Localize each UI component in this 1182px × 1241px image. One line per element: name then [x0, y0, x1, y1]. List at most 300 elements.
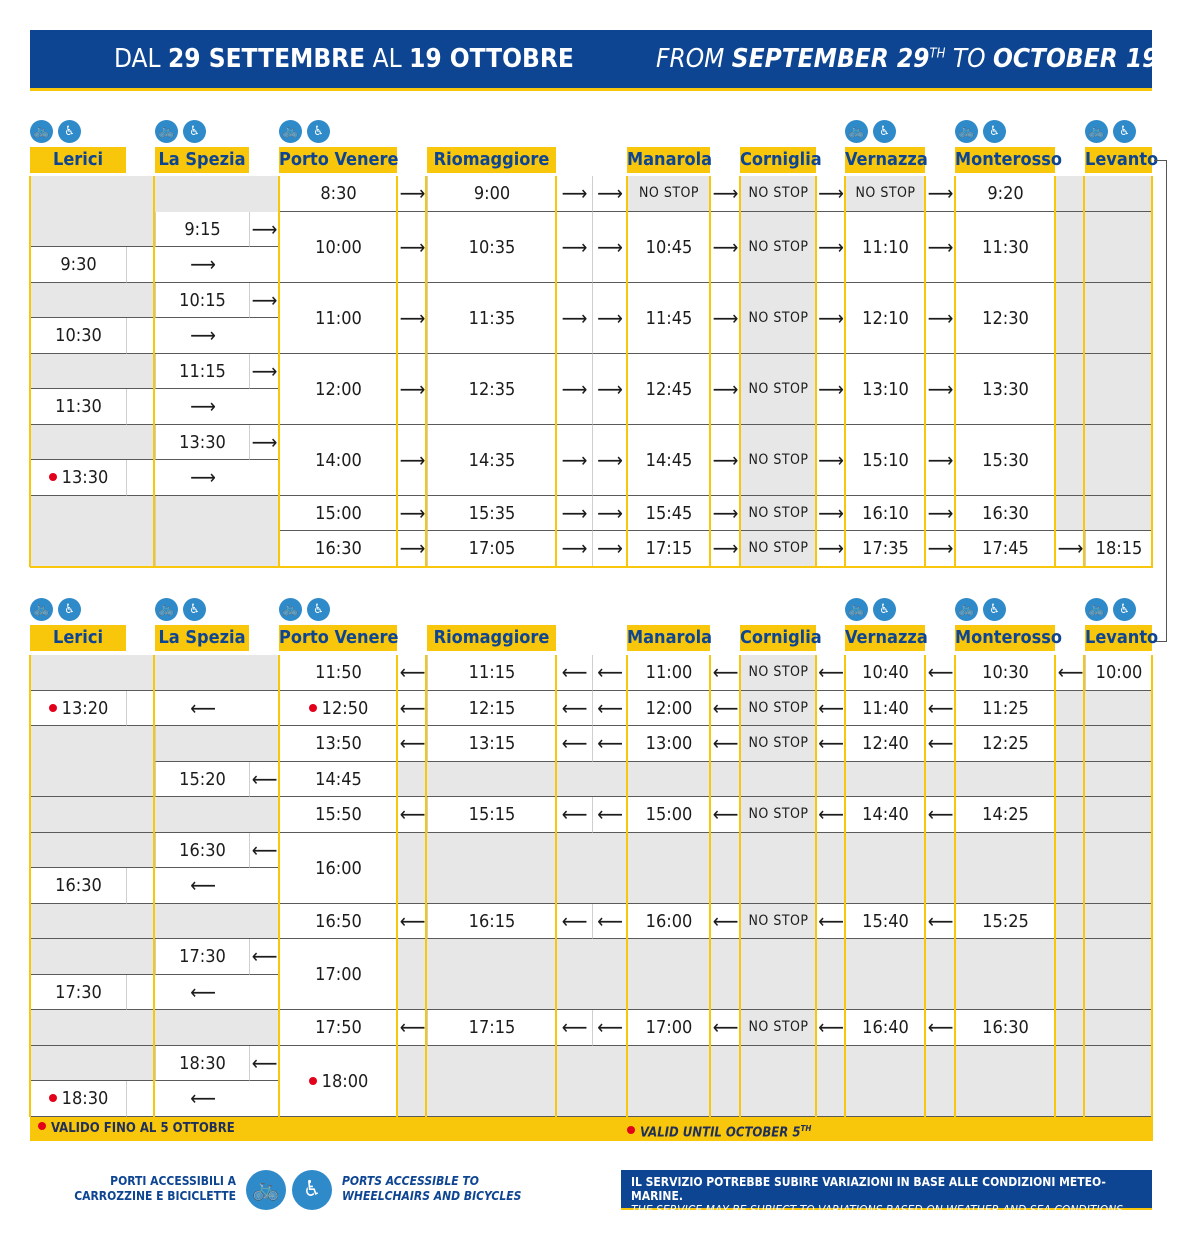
- time-text: NO STOP: [748, 1019, 809, 1035]
- time-text: 12:45: [645, 378, 693, 400]
- time-text: 10:30: [55, 325, 102, 346]
- outbound-row1-manarola: [627, 212, 710, 283]
- return-row0-arrow: ⟵: [1055, 655, 1085, 691]
- time-text: NO STOP: [855, 185, 916, 201]
- time-text: 9:30: [60, 254, 97, 275]
- column-divider: [1151, 655, 1153, 1117]
- column-divider: [954, 655, 956, 1117]
- bicycle-icon: 🚲: [279, 598, 302, 621]
- outbound-row3-porto-venere: [279, 354, 397, 425]
- return-row4-arrow: ⟵: [710, 797, 740, 833]
- return-row3-empty: [397, 762, 1152, 798]
- time-text: 13:30: [179, 431, 226, 453]
- outbound-lerici-empty: [30, 496, 155, 567]
- outbound-row5-arrow: ⟶: [925, 496, 955, 532]
- column-divider: [1054, 655, 1056, 1117]
- column-divider: [924, 176, 926, 567]
- bicycle-icon: 🚲: [155, 120, 178, 143]
- return-row4-arrow: ⟵: [556, 797, 592, 833]
- outbound-row0-vernazza: [845, 176, 925, 212]
- return-row6-corniglia: [740, 904, 816, 940]
- time-text: 9:00: [473, 183, 511, 204]
- outbound-row1-arrow: ⟶: [710, 212, 740, 283]
- return-row2-porto-venere: [279, 726, 397, 762]
- time-text: 11:15: [468, 662, 516, 683]
- time-text: 12:25: [982, 733, 1029, 754]
- outbound-row5-riomaggiore: [427, 496, 556, 532]
- return-row8-arrow: ⟵: [592, 1010, 627, 1046]
- validity-note-en-text: VALID UNTIL OCTOBER 5: [640, 1124, 801, 1140]
- outbound-row3-la-spezia: [155, 354, 249, 390]
- return-header-la-spezia: La Spezia: [155, 625, 249, 651]
- time-text: 11:10: [862, 236, 909, 258]
- outbound-row0-arrow: ⟶: [925, 176, 955, 212]
- time-text: 16:30: [315, 538, 362, 559]
- return-row0-corniglia: [740, 655, 816, 691]
- return-row0-arrow: ⟵: [397, 655, 427, 691]
- time-text: 15:10: [862, 449, 909, 471]
- outbound-row3-levanto-empty: [1055, 354, 1152, 425]
- outbound-header-manarola: Manarola: [627, 147, 710, 173]
- validity-note-it-text: VALIDO FINO AL 5 OTTOBRE: [51, 1120, 235, 1136]
- return-row2-corniglia: [740, 726, 816, 762]
- return-row0-arrow: ⟵: [816, 655, 845, 691]
- outbound-row2-lerici-empty: [30, 283, 155, 319]
- time-text: 18:00: [321, 1070, 369, 1092]
- bicycle-icon: 🚲: [845, 598, 868, 621]
- outbound-row2-monterosso: [955, 283, 1055, 354]
- time-text: 17:15: [468, 1017, 516, 1038]
- column-divider: [954, 176, 956, 567]
- time-text: NO STOP: [748, 664, 809, 680]
- return-row9-porto-venere: [279, 1046, 397, 1117]
- outbound-row4-arrow: ⟶: [710, 425, 740, 496]
- validity-note-en-sup: TH: [800, 1123, 812, 1133]
- wheelchair-icon: ♿: [58, 120, 81, 143]
- outbound-row5-levanto-empty: [1055, 496, 1152, 532]
- return-row9-la-spezia: [155, 1046, 249, 1082]
- time-text: 16:00: [315, 857, 362, 879]
- return-row4-vernazza: [845, 797, 925, 833]
- time-text: 13:30: [61, 467, 109, 488]
- outbound-row4-manarola: [627, 425, 710, 496]
- return-row7-porto-venere: [279, 939, 397, 1010]
- outbound-row4-arrow: ⟶: [249, 425, 279, 461]
- return-row4-arrow: ⟵: [592, 797, 627, 833]
- time-text: 12:35: [468, 378, 516, 400]
- return-header-riomaggiore: Riomaggiore: [427, 625, 556, 651]
- outbound-row6-levanto: [1085, 531, 1152, 567]
- return-row0-arrow: ⟵: [925, 655, 955, 691]
- banner-en-prefix: FROM: [656, 44, 725, 74]
- outbound-row5-arrow: ⟶: [556, 496, 592, 532]
- bicycle-icon: 🚲: [955, 598, 978, 621]
- return-row5-arrow: ⟵: [126, 868, 279, 904]
- time-text: 11:40: [862, 697, 909, 719]
- return-row1-arrow: ⟵: [556, 691, 592, 727]
- time-text: 16:30: [179, 839, 226, 861]
- return-row8-arrow: ⟵: [397, 1010, 427, 1046]
- time-text: 14:00: [315, 449, 362, 471]
- time-text: 15:45: [645, 502, 693, 524]
- outbound-row0-manarola: [627, 176, 710, 212]
- return-row2-arrow: ⟵: [710, 726, 740, 762]
- time-text: 11:30: [55, 396, 102, 417]
- wheelchair-icon: ♿: [292, 1170, 332, 1210]
- outbound-row2-arrow: ⟶: [556, 283, 592, 354]
- return-row8-manarola: [627, 1010, 710, 1046]
- return-header-corniglia: Corniglia: [740, 625, 816, 651]
- return-row6-vernazza: [845, 904, 925, 940]
- column-divider: [396, 655, 398, 1117]
- outbound-row1-corniglia: [740, 212, 816, 283]
- outbound-header-la-spezia: La Spezia: [155, 147, 249, 173]
- outbound-row4-arrow: ⟶: [126, 460, 279, 496]
- time-text: NO STOP: [748, 912, 809, 929]
- time-text: 15:15: [468, 804, 516, 825]
- time-text: 10:45: [645, 236, 693, 258]
- return-lerici-empty: [30, 726, 155, 797]
- return-row8-vernazza: [845, 1010, 925, 1046]
- time-text: 16:30: [982, 1017, 1029, 1038]
- time-text: NO STOP: [748, 309, 809, 326]
- time-text: 16:30: [982, 502, 1029, 524]
- banner-english: [656, 30, 1174, 88]
- banner-it-mid: AL: [372, 44, 402, 74]
- return-row8-levanto-empty: [1055, 1010, 1152, 1046]
- outbound-header-riomaggiore: Riomaggiore: [427, 147, 556, 173]
- time-text: 12:00: [315, 378, 362, 400]
- banner-it-to: 19 OTTOBRE: [409, 44, 574, 74]
- outbound-row5-manarola: [627, 496, 710, 532]
- outbound-row5-vernazza: [845, 496, 925, 532]
- return-row2-riomaggiore: [427, 726, 556, 762]
- time-text: 16:10: [862, 502, 909, 524]
- time-text: 17:05: [468, 538, 516, 559]
- time-text: 18:30: [179, 1052, 226, 1074]
- return-row8-arrow: ⟵: [925, 1010, 955, 1046]
- time-text: 15:35: [468, 502, 516, 524]
- outbound-row6-manarola: [627, 531, 710, 567]
- outbound-row4-arrow: ⟶: [556, 425, 592, 496]
- outbound-row6-arrow: ⟶: [592, 531, 627, 567]
- time-text: 15:30: [982, 449, 1029, 471]
- column-divider: [709, 176, 711, 567]
- time-text: 10:00: [1095, 662, 1143, 683]
- outbound-row6-riomaggiore: [427, 531, 556, 567]
- outbound-header-vernazza: Vernazza: [845, 147, 925, 173]
- return-row6-riomaggiore: [427, 904, 556, 940]
- outbound-row0-porto-venere: [279, 176, 397, 212]
- wheelchair-icon: ♿: [873, 120, 896, 143]
- time-text: 12:40: [862, 733, 909, 754]
- column-divider: [626, 176, 628, 567]
- wheelchair-icon: ♿: [183, 598, 206, 621]
- outbound-row1-riomaggiore: [427, 212, 556, 283]
- return-row2-monterosso: [955, 726, 1055, 762]
- return-row1-arrow: ⟵: [126, 691, 279, 727]
- outbound-row6-arrow: ⟶: [1055, 531, 1085, 567]
- return-header-monterosso: Monterosso: [955, 625, 1055, 651]
- return-row0-levanto: [1085, 655, 1152, 691]
- outbound-row1-arrow: ⟶: [556, 212, 592, 283]
- outbound-row5-arrow: ⟶: [592, 496, 627, 532]
- time-text: 17:30: [179, 946, 226, 967]
- column-divider: [739, 176, 741, 567]
- time-text: 17:00: [315, 964, 362, 985]
- banner-en-mid: TO: [952, 44, 986, 74]
- outbound-row3-arrow: ⟶: [925, 354, 955, 425]
- return-row7-arrow: ⟵: [126, 975, 279, 1011]
- time-text: 11:50: [315, 662, 362, 683]
- red-dot-icon: [309, 704, 317, 712]
- legend-english: [342, 1174, 521, 1204]
- time-text: 12:00: [645, 697, 693, 719]
- time-text: 9:15: [184, 218, 221, 240]
- return-row7-arrow: ⟵: [249, 939, 279, 975]
- time-text: 13:00: [645, 733, 693, 754]
- return-row4-corniglia: [740, 797, 816, 833]
- time-text: 12:10: [862, 307, 909, 329]
- wheelchair-icon: ♿: [983, 120, 1006, 143]
- return-row1-corniglia: [740, 691, 816, 727]
- outbound-row0-riomaggiore: [427, 176, 556, 212]
- return-row1-lerici: [30, 691, 126, 727]
- time-text: 15:25: [982, 910, 1029, 932]
- outbound-row0-arrow: ⟶: [397, 176, 427, 212]
- return-row6-levanto-empty: [1055, 904, 1152, 940]
- time-text: 14:35: [468, 449, 516, 471]
- levanto-connector: [1154, 160, 1167, 642]
- column-divider: [1151, 176, 1153, 567]
- return-row1-riomaggiore: [427, 691, 556, 727]
- outbound-row3-corniglia: [740, 354, 816, 425]
- outbound-header-porto-venere: Porto Venere: [279, 147, 397, 173]
- legend-it-line1: PORTI ACCESSIBILI A: [110, 1174, 236, 1188]
- return-row1-arrow: ⟵: [397, 691, 427, 727]
- return-row2-la-spezia-empty: [155, 726, 279, 762]
- banner-en-to: OCTOBER 19: [993, 44, 1159, 74]
- outbound-header-lerici: Lerici: [30, 147, 126, 173]
- column-divider: [844, 655, 846, 1117]
- outbound-row2-arrow: ⟶: [592, 283, 627, 354]
- time-text: 11:00: [645, 662, 693, 683]
- bicycle-icon: 🚲: [246, 1170, 286, 1210]
- time-text: 18:30: [61, 1088, 109, 1109]
- outbound-row5-arrow: ⟶: [816, 496, 845, 532]
- time-text: 17:35: [862, 538, 909, 559]
- return-row4-arrow: ⟵: [397, 797, 427, 833]
- time-text: 8:30: [320, 183, 357, 204]
- time-text: 10:00: [315, 236, 362, 258]
- legend-italian: [60, 1174, 236, 1204]
- return-row0-monterosso: [955, 655, 1055, 691]
- column-divider: [153, 655, 155, 1117]
- column-divider: [555, 176, 557, 567]
- time-text: 10:40: [862, 662, 909, 683]
- legend-en-line2: WHEELCHAIRS AND BICYCLES: [342, 1189, 522, 1203]
- return-row4-porto-venere: [279, 797, 397, 833]
- column-divider: [396, 176, 398, 567]
- banner-it-prefix: DAL: [114, 44, 161, 74]
- return-row6-porto-venere: [279, 904, 397, 940]
- outbound-row0-arrow: ⟶: [816, 176, 845, 212]
- outbound-row6-arrow: ⟶: [710, 531, 740, 567]
- column-divider: [278, 176, 280, 567]
- time-text: NO STOP: [748, 451, 809, 468]
- outbound-row1-arrow: ⟶: [126, 247, 279, 283]
- time-text: 17:00: [645, 1017, 693, 1038]
- column-divider: [29, 176, 31, 567]
- time-text: 17:30: [55, 981, 102, 1003]
- outbound-row4-lerici: [30, 460, 126, 496]
- return-row6-arrow: ⟵: [925, 904, 955, 940]
- return-row4-levanto-empty: [1055, 797, 1152, 833]
- return-row3-la-spezia: [155, 762, 249, 798]
- outbound-row5-arrow: ⟶: [710, 496, 740, 532]
- return-row6-arrow: ⟵: [710, 904, 740, 940]
- outbound-row2-manarola: [627, 283, 710, 354]
- outbound-row3-arrow: ⟶: [592, 354, 627, 425]
- wheelchair-icon: ♿: [58, 598, 81, 621]
- return-row9-arrow: ⟵: [126, 1081, 279, 1117]
- return-row7-empty: [397, 939, 1152, 1010]
- return-row5-porto-venere: [279, 833, 397, 904]
- return-row2-arrow: ⟵: [816, 726, 845, 762]
- outbound-row0-arrow: ⟶: [592, 176, 627, 212]
- return-row0-manarola: [627, 655, 710, 691]
- banner-en-from: SEPTEMBER 29: [731, 44, 930, 74]
- time-text: 18:15: [1095, 538, 1143, 559]
- return-row3-porto-venere: [279, 762, 397, 798]
- outbound-row2-lerici: [30, 318, 126, 354]
- time-text: NO STOP: [748, 380, 809, 397]
- column-divider: [844, 176, 846, 567]
- outbound-row6-corniglia: [740, 531, 816, 567]
- red-dot-icon: [49, 704, 57, 712]
- time-text: 15:50: [315, 804, 362, 825]
- time-text: 13:50: [315, 733, 362, 754]
- outbound-row1-arrow: ⟶: [249, 212, 279, 248]
- red-dot-icon: [38, 1122, 46, 1130]
- time-text: 13:30: [982, 378, 1029, 400]
- return-row1-levanto-empty: [1055, 691, 1152, 727]
- outbound-row3-arrow: ⟶: [126, 389, 279, 425]
- return-row1-arrow: ⟵: [925, 691, 955, 727]
- return-row5-arrow: ⟵: [249, 833, 279, 869]
- return-row7-la-spezia: [155, 939, 249, 975]
- bicycle-icon: 🚲: [1085, 598, 1108, 621]
- outbound-row4-arrow: ⟶: [397, 425, 427, 496]
- time-text: 15:00: [315, 502, 362, 524]
- outbound-row6-vernazza: [845, 531, 925, 567]
- outbound-row4-arrow: ⟶: [816, 425, 845, 496]
- outbound-row0-corniglia: [740, 176, 816, 212]
- red-dot-icon: [309, 1077, 317, 1085]
- validity-note-it: [38, 1117, 235, 1141]
- wheelchair-icon: ♿: [183, 120, 206, 143]
- column-divider: [29, 655, 31, 1117]
- time-text: 16:40: [862, 1017, 909, 1038]
- date-banner: [30, 30, 1175, 91]
- bicycle-icon: 🚲: [1085, 120, 1108, 143]
- wheelchair-icon: ♿: [983, 598, 1006, 621]
- outbound-row3-arrow: ⟶: [816, 354, 845, 425]
- return-row4-arrow: ⟵: [816, 797, 845, 833]
- column-divider: [626, 655, 628, 1117]
- return-row4-arrow: ⟵: [925, 797, 955, 833]
- wheelchair-icon: ♿: [1113, 598, 1136, 621]
- time-text: 16:00: [645, 910, 693, 932]
- time-text: 15:40: [862, 910, 909, 932]
- outbound-row3-monterosso: [955, 354, 1055, 425]
- outbound-row5-porto-venere: [279, 496, 397, 532]
- outbound-row1-vernazza: [845, 212, 925, 283]
- bicycle-icon: 🚲: [30, 598, 53, 621]
- return-row0-arrow: ⟵: [710, 655, 740, 691]
- time-text: 10:35: [468, 236, 516, 258]
- time-text: 12:30: [982, 307, 1029, 329]
- time-text: 11:25: [982, 697, 1029, 719]
- return-row6-monterosso: [955, 904, 1055, 940]
- bicycle-icon: 🚲: [155, 598, 178, 621]
- time-text: 14:45: [645, 449, 693, 471]
- outbound-row6-arrow: ⟶: [816, 531, 845, 567]
- wheelchair-icon: ♿: [307, 120, 330, 143]
- time-text: 17:50: [315, 1017, 362, 1038]
- time-text: 11:15: [179, 360, 226, 382]
- banner-en-from-sup: TH: [929, 46, 946, 62]
- warning-english: THE SERVICE MAY BE SUBJECT TO VARIATIONS BASED ON WEATHER AND SEA CONDITIONS.: [631, 1203, 1127, 1217]
- outbound-row3-arrow: ⟶: [249, 354, 279, 390]
- return-row1-porto-venere: [279, 691, 397, 727]
- return-row6-arrow: ⟵: [397, 904, 427, 940]
- time-text: NO STOP: [748, 806, 809, 822]
- outbound-row1-arrow: ⟶: [925, 212, 955, 283]
- time-text: 11:45: [645, 307, 693, 329]
- return-row2-arrow: ⟵: [592, 726, 627, 762]
- return-header-lerici: Lerici: [30, 625, 126, 651]
- return-row1-arrow: ⟵: [816, 691, 845, 727]
- red-dot-icon: [49, 473, 57, 481]
- weather-warning: [621, 1170, 1152, 1217]
- return-row5-la-spezia: [155, 833, 249, 869]
- section-bottom-line: [30, 566, 1153, 568]
- outbound-row2-vernazza: [845, 283, 925, 354]
- return-row2-arrow: ⟵: [397, 726, 427, 762]
- return-row8-porto-venere: [279, 1010, 397, 1046]
- time-text: 13:10: [862, 378, 909, 400]
- time-text: 16:50: [315, 910, 362, 932]
- outbound-row3-arrow: ⟶: [556, 354, 592, 425]
- outbound-row4-riomaggiore: [427, 425, 556, 496]
- validity-note-bar: [30, 1117, 1153, 1141]
- outbound-row3-arrow: ⟶: [397, 354, 427, 425]
- outbound-row4-vernazza: [845, 425, 925, 496]
- outbound-row2-arrow: ⟶: [816, 283, 845, 354]
- warning-italian: IL SERVIZIO POTREBBE SUBIRE VARIAZIONI IN BASE ALLE CONDIZIONI METEO-MARINE.: [631, 1175, 1106, 1203]
- column-divider: [815, 655, 817, 1117]
- return-row8-corniglia: [740, 1010, 816, 1046]
- return-row2-arrow: ⟵: [925, 726, 955, 762]
- return-row2-levanto-empty: [1055, 726, 1152, 762]
- column-divider: [425, 176, 427, 567]
- time-text: 17:45: [982, 538, 1029, 559]
- wheelchair-icon: ♿: [1113, 120, 1136, 143]
- outbound-row5-monterosso: [955, 496, 1055, 532]
- column-divider: [278, 655, 280, 1117]
- time-text: 11:00: [315, 307, 362, 329]
